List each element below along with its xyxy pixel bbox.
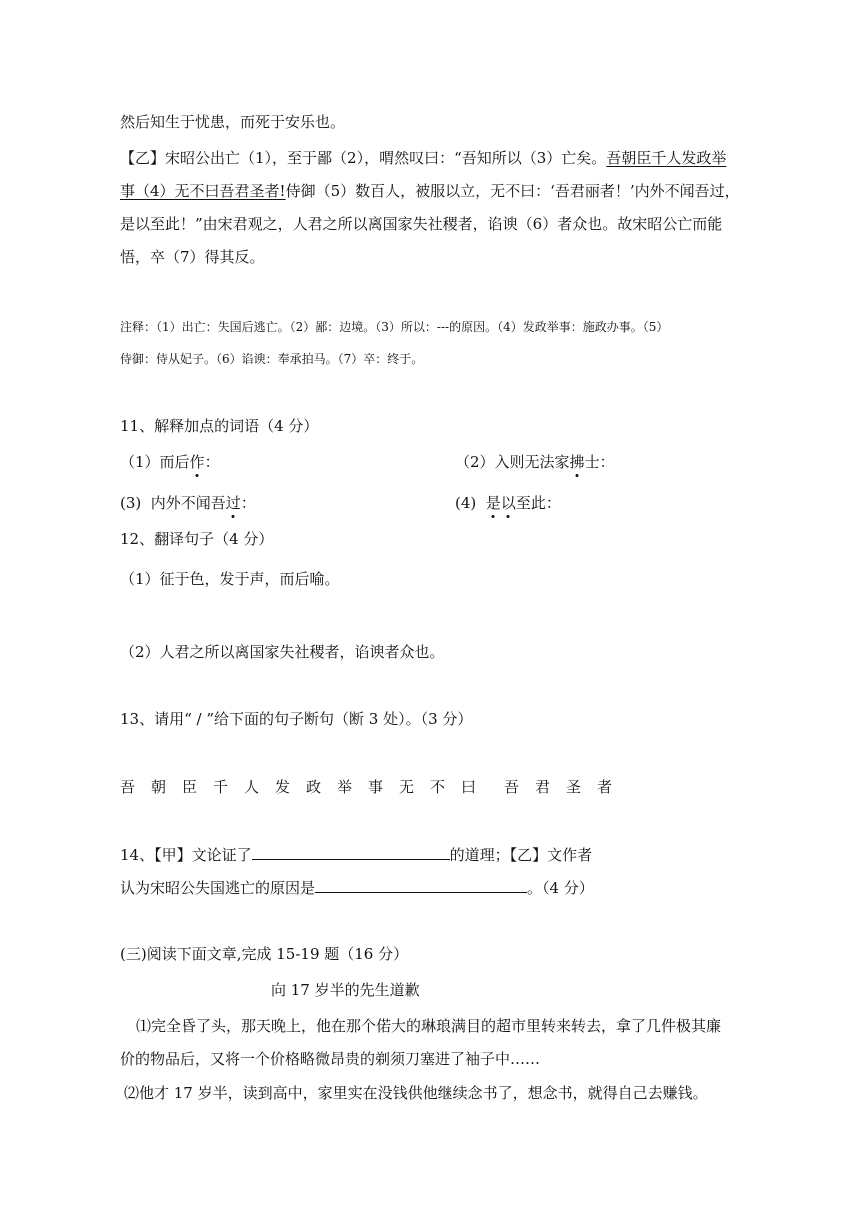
q11-item-2: [455, 452, 615, 472]
q14-line-1-suffix: 的道理；【乙】文作者: [449, 846, 593, 864]
yi-underlined-sentence-part1: 吾朝臣千人发政举: [606, 149, 727, 167]
q12-item-1: （1）征于色，发于声，而后喻。: [120, 570, 340, 588]
yi-underlined-sentence-part2: 事（4）无不曰吾君圣者!: [120, 182, 286, 200]
q13-char: 事: [368, 778, 384, 796]
q13-char: 政: [306, 778, 322, 796]
article-para-1-line-1: ⑴完全昏了头，那天晚上，他在那个偌大的琳琅满目的超市里转来转去，拿了几件极其廉: [136, 1017, 722, 1035]
yi-line-3: 是以至此！”由宋君观之，人君之所以离国家失社稷者，谄谀（6）者众也。故宋昭公亡而能: [120, 215, 723, 233]
q11-item-4-prefix: (4): [455, 494, 486, 512]
q13-char: 举: [337, 778, 353, 796]
q14-line-2-suffix: 。（4 分）: [527, 879, 594, 897]
article-para-1-line-2: 价的物品后，又将一个价格略微昂贵的剃须刀塞进了袖子中……: [120, 1050, 541, 1068]
notes-line-2: 侍御：侍从妃子。（6）谄谀：奉承拍马。（7）卒：终于。: [120, 352, 424, 366]
q11-item-3-dotted-word: 过: [225, 494, 241, 512]
q13-char: 臣: [182, 778, 198, 796]
q11-item-1-prefix: （1）而后: [120, 453, 190, 471]
q11-item-1-suffix: ：: [204, 453, 220, 471]
q11-item-2-dotted-word: 拂: [569, 453, 585, 471]
q11-item-3-prefix: (3) 内外不闻吾: [120, 494, 226, 512]
q13-title: 13、请用“ / ”给下面的句子断句（断 3 处）。（3 分）: [120, 710, 473, 728]
q12-item-2: （2）人君之所以离国家失社稷者，谄谀者众也。: [120, 643, 445, 661]
yi-line-1: [120, 148, 726, 168]
q13-char: 君: [535, 778, 551, 796]
yi-line-2-text: 侍御（5）数百人，被服以立，无不曰：‘吾君丽者！’内外不闻吾过，: [285, 182, 740, 200]
q14-line-2: [120, 878, 594, 898]
q14-answer-blank-1[interactable]: [252, 845, 450, 860]
notes-line-1: 注释：（1）出亡：失国后逃亡。（2）鄙：边境。（3）所以：---的原因。（4）发政举事：施政办事。（5）: [120, 320, 669, 334]
q13-char: 发: [275, 778, 291, 796]
q13-char: 千: [213, 778, 229, 796]
q11-item-4-dotted-word-1: 是: [485, 494, 501, 512]
q13-char: 曰: [461, 778, 477, 796]
q14-answer-blank-2[interactable]: [315, 878, 527, 893]
section3-header: (三)阅读下面文章,完成 15-19 题（16 分）: [120, 945, 409, 963]
q11-item-4-dotted-word-2: 以: [500, 494, 516, 512]
q13-char: 者: [597, 778, 613, 796]
article-para-2: ⑵他才 17 岁半，读到高中，家里实在没钱供他继续念书了，想念书，就得自己去赚钱。: [124, 1084, 708, 1102]
q13-sentence: [120, 777, 628, 797]
yi-line-2: [120, 181, 740, 201]
q13-char: 无: [399, 778, 415, 796]
yi-line-1-text: 【乙】宋昭公出亡（1），至于鄙（2），喟然叹曰：“吾知所以（3）亡矣。: [120, 149, 607, 167]
passage-end: 然后知生于忧患，而死于安乐也。: [120, 113, 346, 131]
q11-item-4-suffix: 至此：: [515, 494, 561, 512]
q13-char: 吾: [504, 778, 520, 796]
q11-item-1-dotted-word: 作: [189, 453, 205, 471]
q13-char: 朝: [151, 778, 167, 796]
q11-item-4: [455, 493, 561, 513]
q13-char: 圣: [566, 778, 582, 796]
yi-line-4: 悟，卒（7）得其反。: [120, 248, 265, 266]
q11-item-2-suffix: 士：: [584, 453, 615, 471]
q14-line-2-text: 认为宋昭公失国逃亡的原因是: [120, 879, 316, 897]
q11-item-2-prefix: （2）入则无法家: [455, 453, 570, 471]
q11-item-3: [120, 493, 256, 513]
q14-line-1-text: 14、【甲】文论证了: [120, 846, 252, 864]
q13-char: 吾: [120, 778, 136, 796]
q11-item-3-suffix: ：: [240, 494, 256, 512]
q11-title: 11、解释加点的词语（4 分）: [120, 417, 319, 435]
q14-line-1: [120, 845, 592, 865]
q13-char: 不: [430, 778, 446, 796]
article-title: 向 17 岁半的先生道歉: [271, 981, 420, 999]
q12-title: 12、翻译句子（4 分）: [120, 530, 274, 548]
q11-item-1: [120, 452, 220, 472]
q13-char: 人: [244, 778, 260, 796]
